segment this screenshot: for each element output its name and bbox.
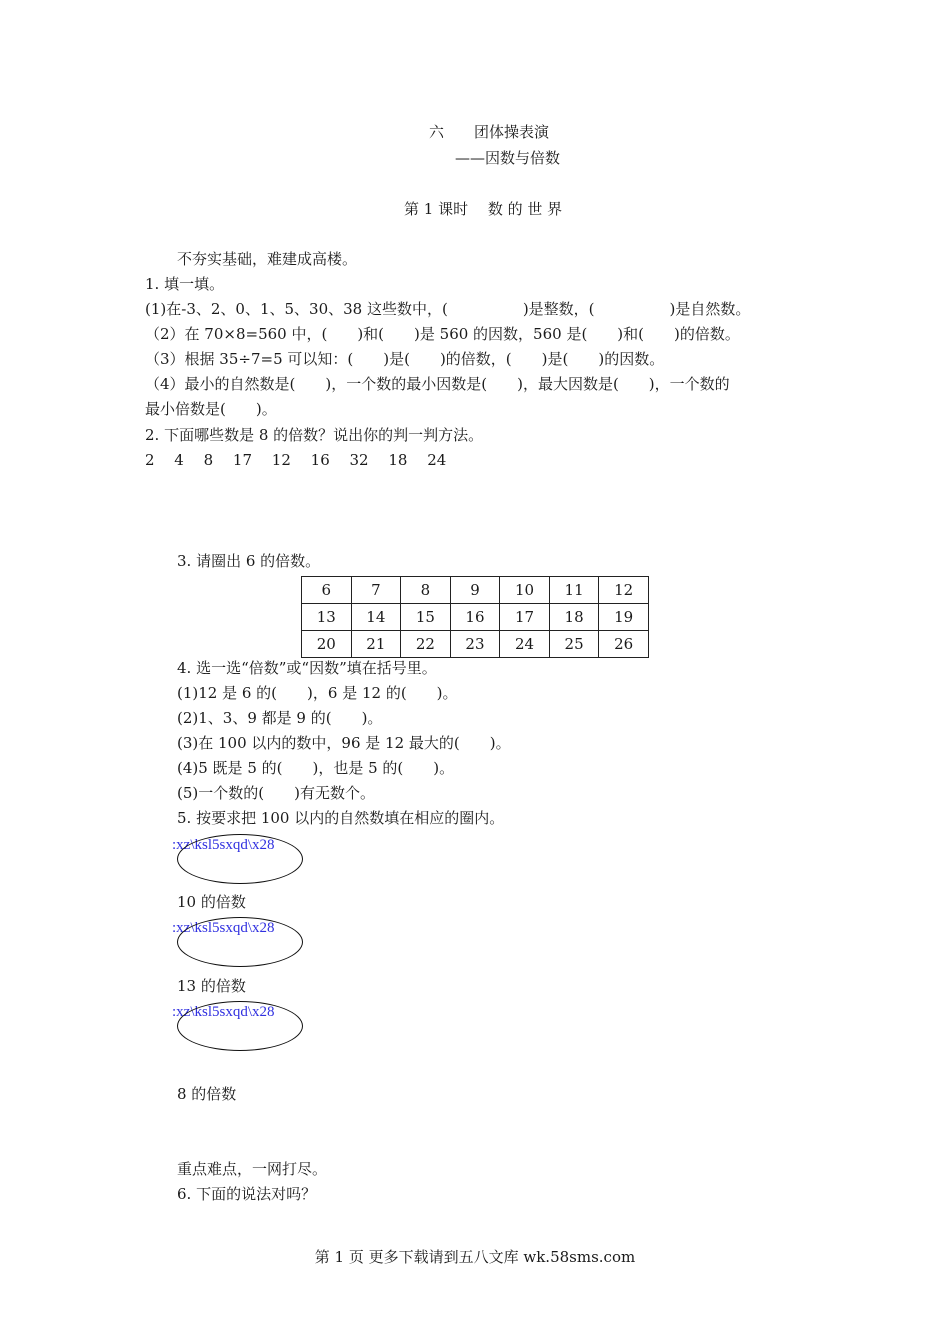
- question-1-2: （2）在 70×8=560 中，( )和( )是 560 的因数，560 是( )和( )的倍数。: [145, 325, 740, 343]
- grid-cell[interactable]: 7: [351, 577, 401, 604]
- field-code-2: :xz\ksl5sxqd\x28: [172, 920, 275, 936]
- circle-label-13-multiples: 13 的倍数: [177, 977, 246, 995]
- grid-cell[interactable]: 20: [302, 631, 352, 658]
- grid-cell[interactable]: 19: [599, 604, 649, 631]
- question-2-title: 2. 下面哪些数是 8 的倍数？说出你的判一判方法。: [145, 426, 484, 444]
- grid-cell[interactable]: 22: [401, 631, 451, 658]
- question-4-4: (4)5 既是 5 的( )，也是 5 的( )。: [177, 759, 455, 777]
- grid-cell[interactable]: 10: [500, 577, 550, 604]
- question-4-5: (5)一个数的( )有无数个。: [177, 784, 375, 802]
- grid-cell[interactable]: 15: [401, 604, 451, 631]
- section-2-motto: 重点难点，一网打尽。: [177, 1160, 328, 1178]
- unit-title: 六 团体操表演: [429, 123, 550, 141]
- grid-cell[interactable]: 11: [549, 577, 599, 604]
- question-4-3: (3)在 100 以内的数中，96 是 12 最大的( )。: [177, 734, 511, 752]
- grid-cell[interactable]: 9: [450, 577, 500, 604]
- answer-circle-1: [177, 834, 303, 884]
- question-1-3: （3）根据 35÷7=5 可以知：( )是( )的倍数，( )是( )的因数。: [145, 350, 665, 368]
- answer-circle-3: [177, 1001, 303, 1051]
- question-1-title: 1. 填一填。: [145, 275, 225, 293]
- grid-row: [302, 631, 649, 658]
- field-code-3: :xz\ksl5sxqd\x28: [172, 1004, 275, 1020]
- question-4-2: (2)1、3、9 都是 9 的( )。: [177, 709, 383, 727]
- question-3-title: 3. 请圈出 6 的倍数。: [177, 552, 321, 570]
- grid-cell[interactable]: 26: [599, 631, 649, 658]
- question-4-1: (1)12 是 6 的( )，6 是 12 的( )。: [177, 684, 458, 702]
- question-6-title: 6. 下面的说法对吗？: [177, 1185, 317, 1203]
- question-1-4-line-b: 最小倍数是( )。: [145, 400, 277, 418]
- grid-cell[interactable]: 16: [450, 604, 500, 631]
- question-4-title: 4. 选一选“倍数”或“因数”填在括号里。: [177, 659, 437, 677]
- grid-cell[interactable]: 25: [549, 631, 599, 658]
- question-1-4-line-a: （4）最小的自然数是( )，一个数的最小因数是( )，最大因数是( )，一个数的: [145, 375, 730, 393]
- grid-cell[interactable]: 12: [599, 577, 649, 604]
- grid-cell[interactable]: 6: [302, 577, 352, 604]
- grid-cell[interactable]: 24: [500, 631, 550, 658]
- grid-row: [302, 604, 649, 631]
- grid-row: [302, 577, 649, 604]
- grid-cell[interactable]: 17: [500, 604, 550, 631]
- field-code-1: :xz\ksl5sxqd\x28: [172, 837, 275, 853]
- question-1-1: (1)在-3、2、0、1、5、30、38 这些数中，( )是整数，( )是自然数。: [145, 300, 751, 318]
- circle-label-10-multiples: 10 的倍数: [177, 893, 246, 911]
- question-2-numbers: 2 4 8 17 12 16 32 18 24: [145, 451, 447, 469]
- section-motto: 不夯实基础，难建成高楼。: [177, 250, 358, 268]
- lesson-title: 第 1 课时 数 的 世 界: [404, 200, 563, 218]
- grid-cell[interactable]: 23: [450, 631, 500, 658]
- grid-cell[interactable]: 13: [302, 604, 352, 631]
- page-footer: 第 1 页 更多下载请到五八文库 wk.58sms.com: [314, 1248, 636, 1266]
- grid-cell[interactable]: 8: [401, 577, 451, 604]
- circle-label-8-multiples: 8 的倍数: [177, 1085, 237, 1103]
- answer-circle-2: [177, 917, 303, 967]
- number-grid: [301, 576, 649, 658]
- grid-cell[interactable]: 18: [549, 604, 599, 631]
- unit-subtitle: ——因数与倍数: [455, 149, 561, 167]
- grid-cell[interactable]: 14: [351, 604, 401, 631]
- grid-cell[interactable]: 21: [351, 631, 401, 658]
- question-5-title: 5. 按要求把 100 以内的自然数填在相应的圈内。: [177, 809, 505, 827]
